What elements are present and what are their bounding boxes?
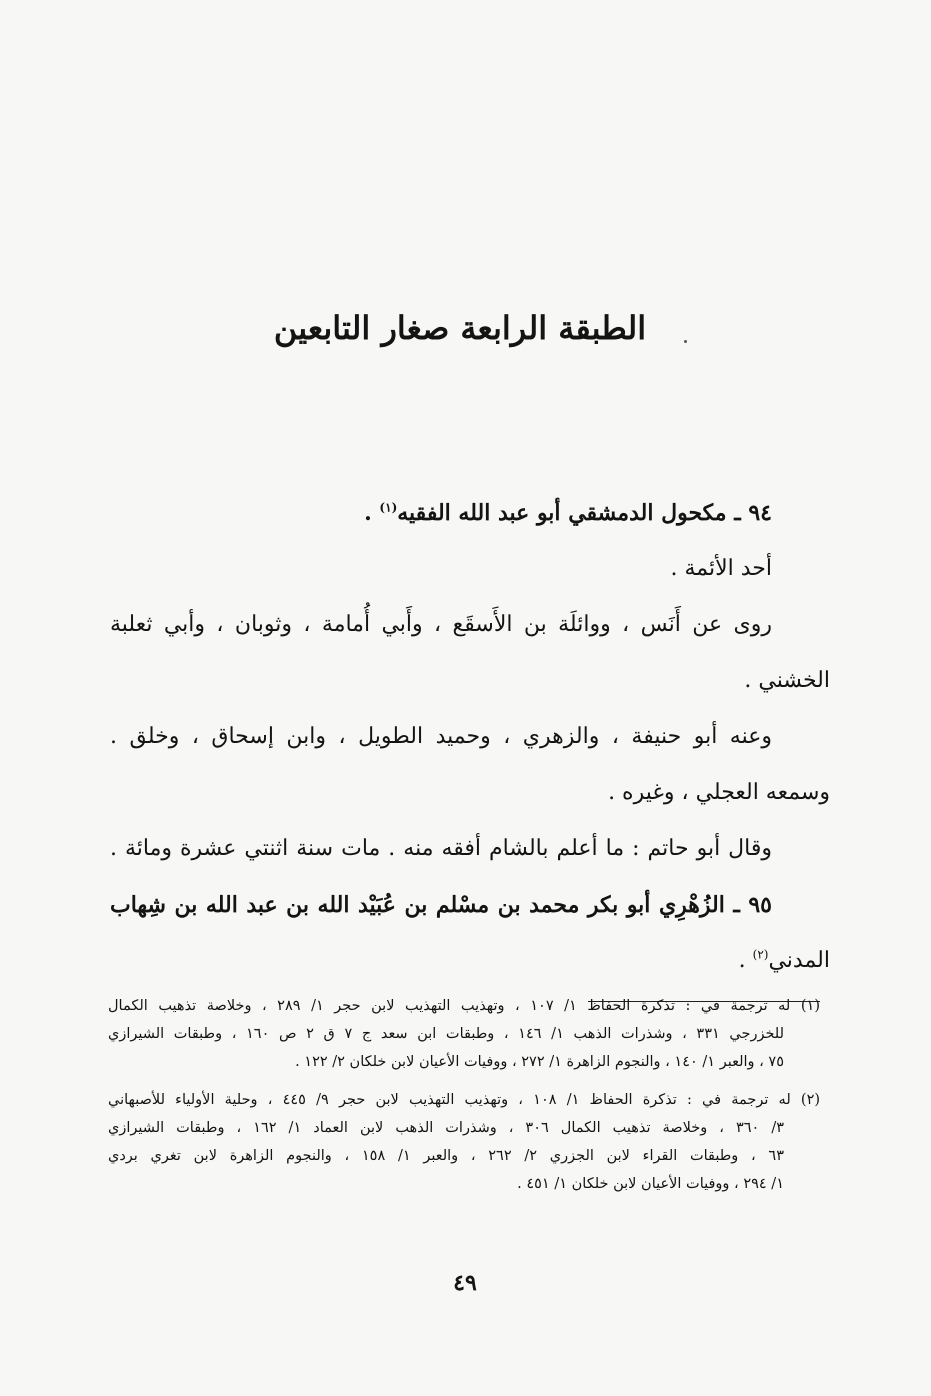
chapter-title: الطبقة الرابعة صغار التابعين (273, 309, 647, 347)
entry-94-line: وسمعه العجلي ، وغيره . (608, 780, 830, 805)
entry-94-line: وقال أبو حاتم : ما أعلم بالشام أفقه منه . مات سنة اثنتي عشرة ومائة . (110, 836, 772, 861)
entry-94-line: الخشني . (744, 668, 830, 693)
footnotes (108, 992, 820, 1198)
footnote-1-line: ٧٥ ، والعبر ١/ ١٤٠ ، والنجوم الزاهرة ١/ ٢٧٢ ، ووفيات الأعيان لابن خلكان ٢/ ١٢٢ . (295, 1054, 784, 1070)
footnote-2-line: ١/ ٢٩٤ ، ووفيات الأعيان لابن خلكان ١/ ٤٥١ . (517, 1176, 784, 1192)
entry-94-heading: ٩٤ ـ مكحول الدمشقي أبو عبد الله الفقيه$^{(١)}$ . (364, 500, 772, 526)
footnote-1-line: للخزرجي ٣٣١ ، وشذرات الذهب ١/ ١٤٦ ، وطبقات ابن سعد ج ٧ ق ٢ ص ١٦٠ ، وطبقات الشيرازي (108, 1026, 785, 1042)
footnote-ref-1[interactable]: (١) (379, 500, 398, 515)
footnote-2-line: (٢) له ترجمة في : تذكرة الحفاظ ١/ ١٠٨ ، وتهذيب التهذيب لابن حجر ٩/ ٤٤٥ ، وحلية الأولياء للأصبهاني (108, 1092, 821, 1108)
entry-95-heading: ٩٥ ـ الزُهْرِي أبو بكر محمد بن مسْلم بن عُبَيْد الله بن عبد الله بن شِهاب (110, 892, 772, 918)
page-number: ٤٩ (453, 1270, 477, 1296)
entry-94-line: وعنه أبو حنيفة ، والزهري ، وحميد الطويل ، وابن إسحاق ، وخلق . (110, 724, 772, 749)
entry-94-line: أحد الأئمة . (670, 556, 772, 581)
footnote-2-line: ٦٣ ، وطبقات القراء لابن الجزري ٢/ ٢٦٢ ، والعبر ١/ ١٥٨ ، والنجوم الزاهرة لابن تغري بردي (108, 1148, 784, 1164)
footnote-1-line: (١) له ترجمة في : تذكرة الحفاظ ١/ ١٠٧ ، وتهذيب التهذيب لابن حجر ١/ ٢٨٩ ، وخلاصة تذهيب الكمال (108, 998, 820, 1014)
title-dot (684, 340, 687, 343)
main-text (110, 485, 830, 989)
footnote-ref-2[interactable]: (٢) (752, 947, 769, 962)
entry-94-line: روى عن أَنَس ، ووائلَة بن الأَسقَع ، وأَبي أُمامة ، وثوبان ، وأبي ثعلبة (110, 612, 772, 637)
footnote-2-line: ٣/ ٣٦٠ ، وخلاصة تذهيب الكمال ٣٠٦ ، وشذرات الذهب لابن العماد ١/ ١٦٢ ، وطبقات الشيرازي (108, 1120, 785, 1136)
entry-95-line: المدني$^{(٢)}$ . (738, 947, 830, 973)
